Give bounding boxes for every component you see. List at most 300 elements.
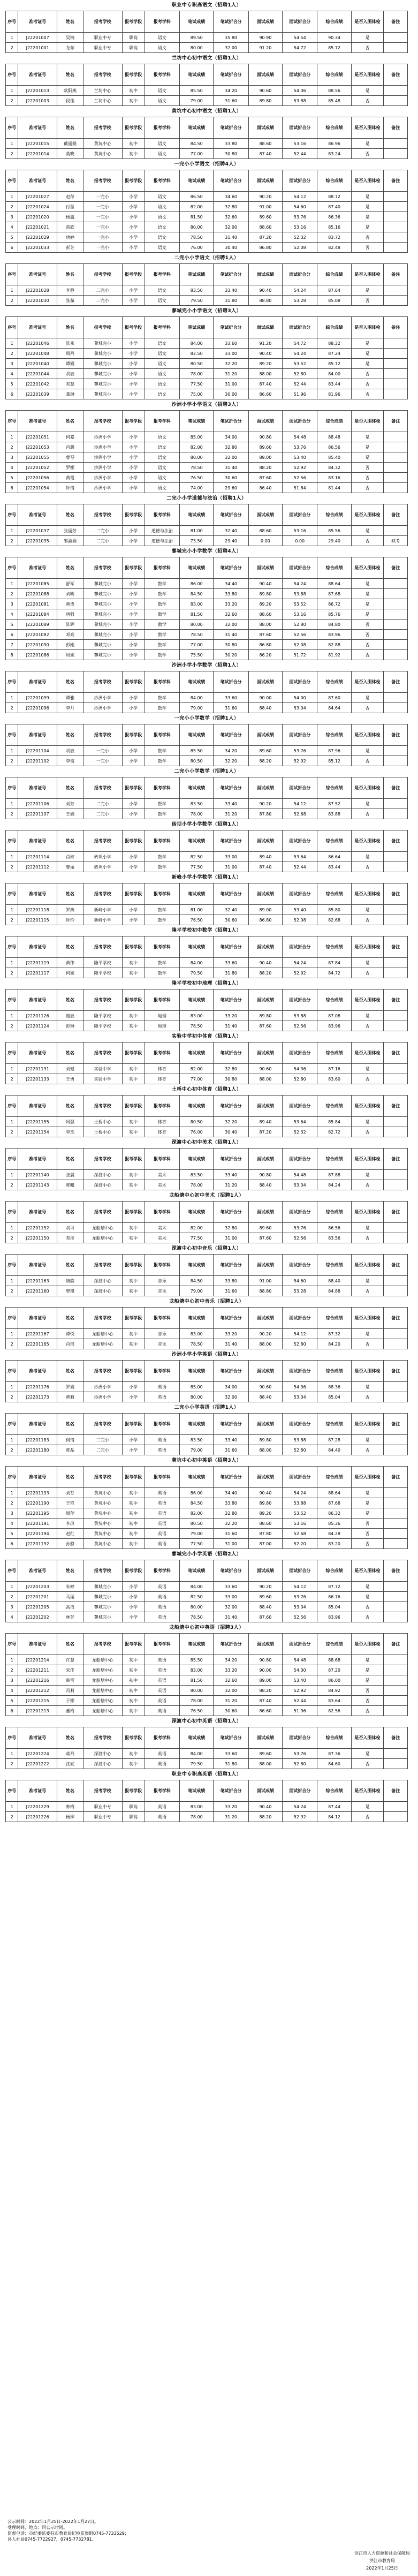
table-cell: 2	[6, 442, 18, 452]
table-cell	[384, 1117, 408, 1127]
table-cell: 79.00	[180, 1529, 214, 1539]
table-cell: 52.68	[282, 809, 317, 819]
table-cell: 54.24	[282, 349, 317, 359]
table-cell: 1	[6, 1382, 18, 1392]
column-header: 笔试成绩	[180, 1467, 214, 1488]
table-cell: 32.60	[214, 609, 249, 620]
column-header: 面试折合分	[282, 317, 317, 338]
column-header: 姓名	[57, 557, 83, 579]
section-title: 深渡中心初中音乐（招聘1人）	[171, 1246, 242, 1251]
table-cell	[384, 1582, 408, 1592]
table-cell: 龙船塘中心	[83, 1706, 123, 1716]
table-cell: 职高	[122, 33, 145, 43]
table-cell: 砖坝小学	[83, 852, 123, 862]
table-cell: 85.00	[180, 432, 214, 442]
column-header: 报考学校	[83, 557, 123, 579]
table-cell: 88.00	[248, 369, 282, 379]
column-header: 面试折合分	[282, 777, 317, 799]
column-header: 准考证号	[18, 1043, 57, 1064]
table-cell: 1	[6, 526, 18, 536]
table-cell	[384, 1276, 408, 1286]
column-header: 报考学科	[145, 1634, 180, 1655]
table-cell: 赵萍	[57, 192, 83, 202]
table-cell: 53.04	[282, 1602, 317, 1612]
table-row	[6, 1706, 408, 1716]
table-cell	[384, 86, 408, 96]
table-cell: 是	[351, 746, 384, 756]
table-cell	[384, 640, 408, 650]
header-row	[6, 777, 408, 799]
table-cell: 小学	[122, 746, 145, 756]
table-cell: 邓彤	[57, 1233, 83, 1243]
table-cell: 是	[351, 579, 384, 589]
table-cell: 初中	[122, 1686, 145, 1696]
table-cell: 周丹	[57, 349, 83, 359]
table-cell: 实验中学	[83, 1064, 123, 1074]
table-cell: 54.12	[282, 1582, 317, 1592]
table-cell: 54.48	[282, 432, 317, 442]
table-cell: 数学	[145, 809, 180, 819]
table-cell: 小学	[122, 526, 145, 536]
table-cell: 初中	[122, 1117, 145, 1127]
column-header: 综合成绩	[317, 1255, 351, 1276]
column-header: 报考学科	[145, 1361, 180, 1382]
table-cell: J22201211	[18, 1665, 57, 1675]
table-cell: 81.92	[317, 650, 351, 660]
column-header: 综合成绩	[317, 724, 351, 746]
section-title: 龙船塘中心初中美术（招聘1人）	[169, 1193, 244, 1198]
column-header: 面试折合分	[282, 989, 317, 1011]
table-cell: J22201224	[18, 1749, 57, 1759]
column-header: 准考证号	[18, 1361, 57, 1382]
table-cell: J22201024	[18, 202, 57, 212]
table-cell: 语文	[145, 359, 180, 369]
table-cell: 道德与法治	[145, 536, 180, 546]
table-cell: J22201084	[18, 609, 57, 620]
table-cell: 2	[6, 296, 18, 306]
table-cell: 初中	[122, 1021, 145, 1031]
column-header: 准考证号	[18, 883, 57, 905]
column-header: 综合成绩	[317, 1467, 351, 1488]
table-cell: 1	[6, 1749, 18, 1759]
table-cell: 52.92	[282, 1812, 317, 1822]
table-cell: 89.40	[248, 852, 282, 862]
column-header: 面试成绩	[248, 117, 282, 139]
table-row	[6, 1223, 408, 1233]
table-cell: 语文	[145, 192, 180, 202]
table-cell: 79.00	[180, 703, 214, 713]
table-cell: 土桥中心	[83, 1127, 123, 1137]
table-cell: 是	[351, 1592, 384, 1602]
table-cell: 90.20	[248, 1329, 282, 1339]
table-cell: 2	[6, 202, 18, 212]
table-cell: 90.40	[248, 285, 282, 296]
table-cell	[384, 1445, 408, 1455]
column-header: 面试成绩	[248, 11, 282, 33]
table-cell: 5	[6, 232, 18, 243]
column-header: 是否入围体检	[351, 117, 384, 139]
table-cell: 是	[351, 1675, 384, 1686]
table-cell: 刘明	[57, 589, 83, 599]
column-header: 序号	[6, 777, 18, 799]
table-cell: 否	[351, 915, 384, 925]
table-cell: 罗燕	[57, 905, 83, 915]
column-header: 综合成绩	[317, 989, 351, 1011]
table-cell: 一完小	[83, 202, 123, 212]
table-cell: 胡敏	[57, 746, 83, 756]
table-cell	[384, 526, 408, 536]
table-cell: 2	[6, 96, 18, 106]
table-cell: 陈燕	[57, 338, 83, 349]
column-header: 综合成绩	[317, 936, 351, 958]
table-cell: 新峰小学	[83, 915, 123, 925]
table-cell: 初中	[122, 96, 145, 106]
table-cell: 体育	[145, 1064, 180, 1074]
table-cell: 77.50	[180, 862, 214, 872]
table-cell: 黄坑中心	[83, 1529, 123, 1539]
column-header: 是否入围体检	[351, 317, 384, 338]
column-header: 姓名	[57, 1727, 83, 1749]
table-cell	[384, 285, 408, 296]
table-cell: 龙船塘中心	[83, 1686, 123, 1696]
table-cell: 81.50	[180, 212, 214, 222]
table-cell: 1	[6, 285, 18, 296]
table-cell: 是	[351, 1582, 384, 1592]
column-header: 是否入围体检	[351, 989, 384, 1011]
table-cell: 87.60	[248, 473, 282, 483]
column-header: 笔试成绩	[180, 830, 214, 852]
table-cell: J22201053	[18, 442, 57, 452]
table-cell: 小学	[122, 703, 145, 713]
table-cell	[384, 1435, 408, 1445]
table-row	[6, 202, 408, 212]
column-header: 准考证号	[18, 1255, 57, 1276]
column-header: 序号	[6, 1043, 18, 1064]
table-cell: 87.68	[317, 1498, 351, 1508]
table-cell: 29.40	[214, 536, 249, 546]
table-cell: 赵红	[57, 1529, 83, 1539]
table-cell: 是	[351, 905, 384, 915]
table-row	[6, 139, 408, 149]
table-cell: 85.72	[317, 359, 351, 369]
table-cell: 沙洲小学	[83, 703, 123, 713]
results-table	[5, 1148, 408, 1190]
table-cell: 一完小	[83, 212, 123, 222]
table-cell: 1	[6, 905, 18, 915]
table-cell: 职业中专	[83, 33, 123, 43]
table-cell: 76.50	[180, 1706, 214, 1716]
column-header: 综合成绩	[317, 671, 351, 693]
column-header: 报考学段	[122, 830, 145, 852]
table-cell: 二完小	[83, 526, 123, 536]
table-cell: 54.24	[282, 1488, 317, 1498]
table-cell: 职业中专	[83, 43, 123, 53]
results-table	[5, 936, 408, 978]
table-cell: 英语	[145, 1759, 180, 1769]
table-row	[6, 1276, 408, 1286]
column-header: 序号	[6, 264, 18, 285]
table-cell: 沙洲小学	[83, 1382, 123, 1392]
table-cell: 87.72	[317, 1582, 351, 1592]
table-cell: 初中	[122, 1074, 145, 1084]
table-cell: 83.88	[317, 809, 351, 819]
table-cell: 54.24	[282, 958, 317, 968]
table-cell: 语文	[145, 442, 180, 452]
table-cell: 蓼城完小	[83, 389, 123, 399]
table-cell: 88.20	[248, 463, 282, 473]
table-cell: 蓼城完小	[83, 650, 123, 660]
table-cell: 52.80	[282, 369, 317, 379]
table-cell: J22201173	[18, 1392, 57, 1402]
column-header: 面试折合分	[282, 1255, 317, 1276]
column-header: 姓名	[57, 671, 83, 693]
table-cell: 否	[351, 232, 384, 243]
column-header: 姓名	[57, 1308, 83, 1329]
table-cell: 88.60	[248, 222, 282, 232]
column-header: 姓名	[57, 1202, 83, 1223]
column-header: 报考学科	[145, 64, 180, 86]
table-cell: 高洁	[57, 1602, 83, 1612]
table-cell: 初中	[122, 968, 145, 978]
table-cell	[384, 1539, 408, 1549]
column-header: 笔试成绩	[180, 117, 214, 139]
table-cell: 蓼城完小	[83, 1582, 123, 1592]
column-header: 报考学校	[83, 264, 123, 285]
table-cell: 朱婷	[57, 1582, 83, 1592]
table-cell: 53.76	[282, 746, 317, 756]
table-cell: 否	[351, 630, 384, 640]
table-cell: J22201201	[18, 1592, 57, 1602]
table-cell: J22201143	[18, 1180, 57, 1190]
column-header: 笔试折合分	[214, 1727, 249, 1749]
column-header: 备注	[384, 1414, 408, 1435]
table-cell: 34.00	[214, 1382, 249, 1392]
table-cell: 78.50	[180, 1612, 214, 1622]
column-header: 姓名	[57, 264, 83, 285]
table-cell: 31.80	[214, 1759, 249, 1769]
column-header: 是否入围体检	[351, 1202, 384, 1223]
table-row	[6, 1329, 408, 1339]
table-cell: 33.20	[214, 1011, 249, 1021]
table-cell: 31.20	[214, 809, 249, 819]
table-cell: 否	[351, 756, 384, 766]
table-cell: 54.72	[282, 43, 317, 53]
column-header: 笔试折合分	[214, 1255, 249, 1276]
table-cell: 53.16	[282, 609, 317, 620]
table-cell: 语文	[145, 379, 180, 389]
table-cell: 33.80	[214, 139, 249, 149]
column-header: 面试成绩	[248, 557, 282, 579]
column-header: 面试折合分	[282, 1361, 317, 1382]
table-cell: 小学	[122, 222, 145, 232]
table-cell: 33.40	[214, 799, 249, 809]
table-cell: 88.64	[317, 579, 351, 589]
column-header: 备注	[384, 989, 408, 1011]
table-cell: 深渡中心	[83, 1286, 123, 1296]
table-cell	[384, 338, 408, 349]
table-cell: 52.92	[282, 1686, 317, 1696]
table-row	[6, 1675, 408, 1686]
table-cell: 32.00	[214, 222, 249, 232]
results-table	[5, 883, 408, 925]
column-header: 报考学段	[122, 264, 145, 285]
header-row	[6, 317, 408, 338]
table-cell: 李霞	[57, 756, 83, 766]
table-cell: 87.16	[317, 1064, 351, 1074]
table-row	[6, 589, 408, 599]
table-cell: 2	[6, 1445, 18, 1455]
results-table	[5, 989, 408, 1031]
table-cell: 85.08	[317, 296, 351, 306]
table-cell: 80.00	[180, 43, 214, 53]
table-cell: 88.20	[248, 968, 282, 978]
table-cell: 肖婷	[57, 852, 83, 862]
table-cell: 87.40	[248, 379, 282, 389]
table-cell: 二完小	[83, 296, 123, 306]
table-row	[6, 746, 408, 756]
column-header: 准考证号	[18, 1308, 57, 1329]
table-cell: J22201212	[18, 1686, 57, 1696]
table-row	[6, 442, 408, 452]
table-cell: 81.50	[180, 609, 214, 620]
table-cell: 75.50	[180, 650, 214, 660]
column-header: 姓名	[57, 1149, 83, 1170]
column-header: 面试成绩	[248, 1308, 282, 1329]
table-cell: 89.60	[248, 212, 282, 222]
table-cell: J22201202	[18, 1612, 57, 1622]
column-header: 序号	[6, 724, 18, 746]
column-header: 笔试折合分	[214, 117, 249, 139]
column-header: 报考学段	[122, 504, 145, 526]
table-cell: 3	[6, 1675, 18, 1686]
results-table	[5, 11, 408, 53]
table-cell: 蓼城完小	[83, 349, 123, 359]
table-cell: 33.40	[214, 1435, 249, 1445]
table-cell: 语文	[145, 43, 180, 53]
table-cell: 86.00	[317, 1675, 351, 1686]
table-cell: J22201015	[18, 139, 57, 149]
table-cell: 32.40	[214, 526, 249, 536]
table-row	[6, 1445, 408, 1455]
column-header: 报考学段	[122, 1308, 145, 1329]
column-header: 面试成绩	[248, 1361, 282, 1382]
table-cell: 数学	[145, 703, 180, 713]
column-header: 笔试折合分	[214, 989, 249, 1011]
table-cell: 2	[6, 756, 18, 766]
table-cell: 王勇	[57, 1074, 83, 1084]
table-cell: 86.40	[248, 483, 282, 493]
column-header: 姓名	[57, 64, 83, 86]
table-cell: 否	[351, 1706, 384, 1716]
table-cell: 52.44	[282, 379, 317, 389]
column-header: 笔试成绩	[180, 1560, 214, 1582]
column-header: 报考学校	[83, 317, 123, 338]
table-row	[6, 650, 408, 660]
table-cell: J22201117	[18, 968, 57, 978]
table-cell: 是	[351, 349, 384, 359]
column-header: 报考学校	[83, 1634, 123, 1655]
column-header: 序号	[6, 504, 18, 526]
table-cell: 83.00	[180, 1011, 214, 1021]
table-cell: 一完小	[83, 746, 123, 756]
table-cell: 1	[6, 693, 18, 703]
table-cell: 韩雪	[57, 1675, 83, 1686]
table-cell	[384, 1665, 408, 1675]
results-table	[5, 1466, 408, 1549]
table-cell: 32.80	[214, 202, 249, 212]
results-table	[5, 1095, 408, 1137]
table-cell: 80.00	[180, 620, 214, 630]
table-cell: 76.00	[180, 1127, 214, 1137]
column-header: 面试成绩	[248, 1467, 282, 1488]
table-row	[6, 915, 408, 925]
table-cell: 否	[351, 650, 384, 660]
table-cell: 小学	[122, 599, 145, 609]
column-header: 是否入围体检	[351, 1096, 384, 1117]
table-cell: 语文	[145, 338, 180, 349]
table-cell: 32.80	[214, 1508, 249, 1519]
table-cell: 87.44	[317, 1802, 351, 1812]
note-line: 监督电话：市纪委监委驻市教育局纪检监察组0745-7733529；	[7, 2531, 129, 2536]
table-cell: J22201226	[18, 1812, 57, 1822]
table-cell: 英语	[145, 1529, 180, 1539]
table-row	[6, 338, 408, 349]
table-cell: 2	[6, 1498, 18, 1508]
table-cell: 4	[6, 1686, 18, 1696]
table-cell: 84.12	[317, 1812, 351, 1822]
table-cell: 2	[6, 536, 18, 546]
column-header: 报考学段	[122, 557, 145, 579]
table-cell: 2	[6, 703, 18, 713]
table-cell: 谢敏	[57, 1011, 83, 1021]
table-cell: 53.04	[282, 703, 317, 713]
table-cell: 否	[351, 1445, 384, 1455]
column-header: 姓名	[57, 317, 83, 338]
column-header: 报考学科	[145, 724, 180, 746]
table-cell: 数学	[145, 756, 180, 766]
column-header: 笔试成绩	[180, 671, 214, 693]
table-cell: 小学	[122, 1392, 145, 1402]
column-header: 序号	[6, 1414, 18, 1435]
column-header: 综合成绩	[317, 1634, 351, 1655]
table-cell: 英语	[145, 1706, 180, 1716]
column-header: 报考学科	[145, 1780, 180, 1802]
table-cell: 初中	[122, 1064, 145, 1074]
table-cell: 85.04	[317, 1602, 351, 1612]
column-header: 笔试成绩	[180, 1149, 214, 1170]
table-cell: 职高	[122, 43, 145, 53]
table-cell: 语文	[145, 202, 180, 212]
header-row	[6, 411, 408, 432]
table-cell: 4	[6, 222, 18, 232]
results-table	[5, 1042, 408, 1084]
table-cell: 54.12	[282, 192, 317, 202]
table-cell: 1	[6, 1011, 18, 1021]
table-cell: 32.20	[214, 1117, 249, 1127]
column-header: 面试成绩	[248, 264, 282, 285]
table-cell: 2	[6, 1339, 18, 1349]
column-header: 综合成绩	[317, 64, 351, 86]
table-cell	[384, 852, 408, 862]
table-cell: 龙菲	[57, 43, 83, 53]
table-row	[6, 432, 408, 442]
table-cell	[384, 599, 408, 609]
table-cell: 1	[6, 1802, 18, 1812]
table-cell: 初中	[122, 1529, 145, 1539]
table-cell: 张丽芳	[57, 526, 83, 536]
section-title: 黄坑中心初中语文（招聘1人）	[171, 109, 242, 114]
column-header: 综合成绩	[317, 777, 351, 799]
